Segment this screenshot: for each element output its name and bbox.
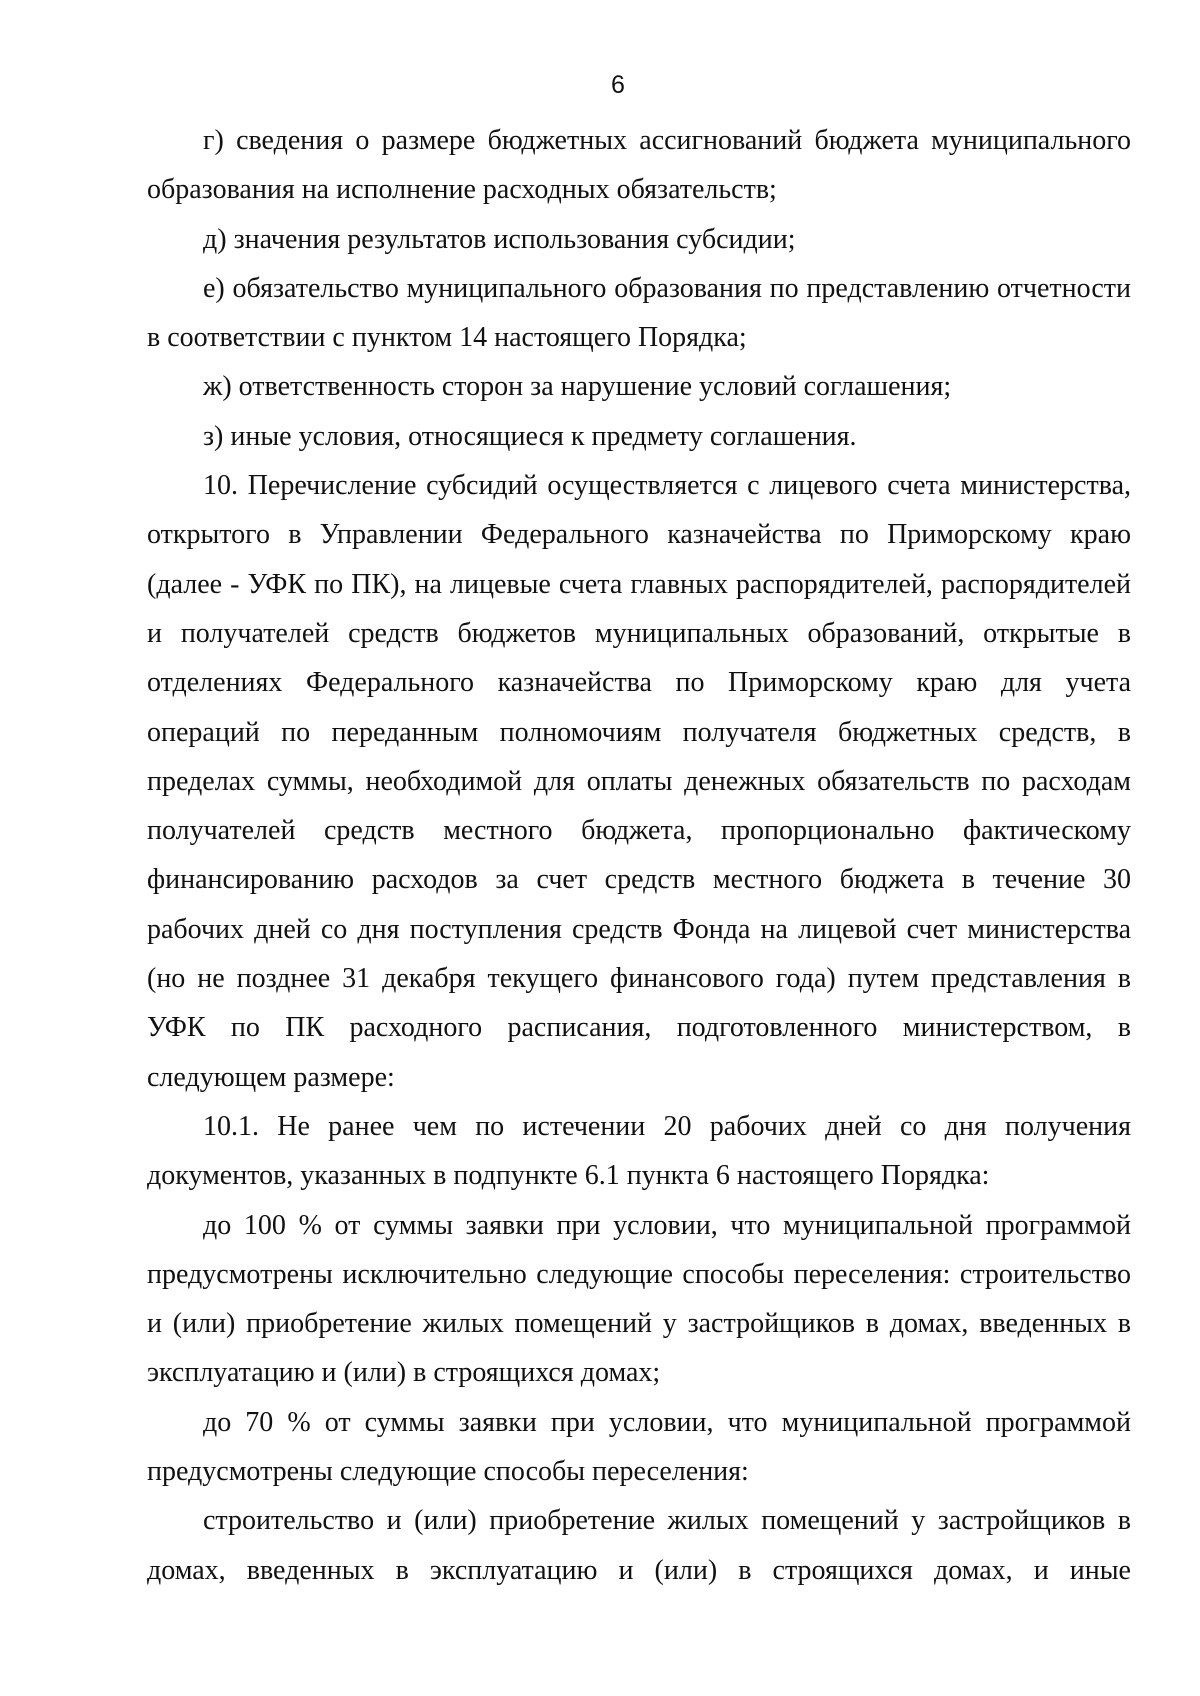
paragraph-e: е) обязательство муниципального образования по представлению отчетности в соответствии с пунктом 14 настоящего Порядка;: [147, 272, 1131, 354]
document-body: [147, 116, 1131, 1595]
paragraph-zh: ж) ответственность сторон за нарушение условий соглашения;: [203, 371, 952, 403]
paragraph-construction: строительство и (или) приобретение жилых помещений у застройщиков в домах, введенных в эксплуатацию и (или) в строящихся домах, и иные: [147, 1505, 1131, 1586]
paragraph-10-1: 10.1. Не ранее чем по истечении 20 рабочих дней со дня получения документов, указанных в подпункте 6.1 пункта 6 настоящего Порядка:: [147, 1110, 1131, 1192]
page-number: 6: [611, 71, 625, 99]
paragraph-10: 10. Перечисление субсидий осуществляется с лицевого счета министерства, открытого в Управлении Федерального казначейства по Приморскому краю (далее - УФК по ПК), на лицевые счета главных распорядителей, распорядителей и получателей средств бюджетов муниципальных образований, открытые в отделениях Федерального казначейства по Приморскому краю для учета операций по переданным полномочиям получателя бюджетных средств, в пределах суммы, необходимой для оплаты денежных обязательств по расходам получателей средств местного бюджета, пропорционально фактическому финансированию расходов за счет средств местного бюджета в течение 30 рабочих дней со дня поступления средств Фонда на лицевой счет министерства (но не позднее 31 декабря текущего финансового года) путем представления в УФК по ПК расходного расписания, подготовленного министерством, в следующем размере:: [147, 470, 1131, 1093]
paragraph-g: г) сведения о размере бюджетных ассигнований бюджета муниципального образования на исполнение расходных обязательств;: [147, 125, 1131, 206]
paragraph-z: з) иные условия, относящиеся к предмету соглашения.: [203, 420, 857, 452]
paragraph-100-percent: до 100 % от суммы заявки при условии, что муниципальной программой предусмотрены исключительно следующие способы переселения: строительство и (или) приобретение жилых помещений у застройщиков в домах, введенных в эксплуатацию и (или) в строящихся домах;: [147, 1209, 1131, 1389]
paragraph-70-percent: до 70 % от суммы заявки при условии, что муниципальной программой предусмотрены следующие способы переселения:: [147, 1406, 1131, 1488]
paragraph-d: д) значения результатов использования субсидии;: [203, 223, 796, 255]
